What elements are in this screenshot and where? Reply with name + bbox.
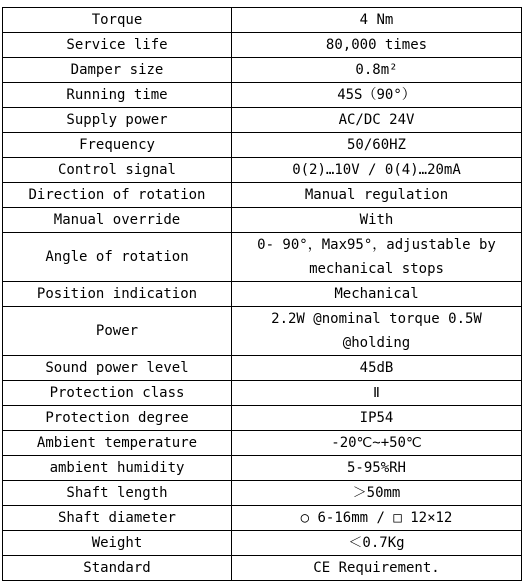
spec-label: Power <box>3 307 232 356</box>
spec-label: Damper size <box>3 58 232 83</box>
spec-value: CE Requirement. <box>232 556 522 581</box>
spec-value: 80,000 times <box>232 33 522 58</box>
spec-label: Sound power level <box>3 356 232 381</box>
specification-table <box>2 7 522 581</box>
spec-label: Service life <box>3 33 232 58</box>
spec-label: Ambient temperature <box>3 431 232 456</box>
table-row <box>3 531 522 556</box>
spec-value: 0- 90°，Max95°，adjustable by mechanical stops <box>232 233 522 282</box>
spec-value: Mechanical <box>232 282 522 307</box>
spec-label: ambient humidity <box>3 456 232 481</box>
spec-value: ○ 6-16mm / □ 12×12 <box>232 506 522 531</box>
spec-label: Supply power <box>3 108 232 133</box>
table-row <box>3 307 522 356</box>
spec-value: IP54 <box>232 406 522 431</box>
spec-label: Protection degree <box>3 406 232 431</box>
table-row <box>3 108 522 133</box>
table-row <box>3 556 522 581</box>
spec-label: Standard <box>3 556 232 581</box>
spec-value: 45dB <box>232 356 522 381</box>
spec-label: Running time <box>3 83 232 108</box>
spec-label: Shaft length <box>3 481 232 506</box>
table-row <box>3 356 522 381</box>
spec-value: 45S（90°） <box>232 83 522 108</box>
table-row <box>3 83 522 108</box>
spec-label: Shaft diameter <box>3 506 232 531</box>
spec-label: Control signal <box>3 158 232 183</box>
table-row <box>3 282 522 307</box>
spec-label: Protection class <box>3 381 232 406</box>
spec-value: ＜0.7Kg <box>232 531 522 556</box>
spec-label: Position indication <box>3 282 232 307</box>
spec-value: 0(2)…10V / 0(4)…20mA <box>232 158 522 183</box>
spec-value: ＞50mm <box>232 481 522 506</box>
table-row <box>3 58 522 83</box>
table-row <box>3 233 522 282</box>
table-row <box>3 33 522 58</box>
spec-label: Weight <box>3 531 232 556</box>
table-row <box>3 183 522 208</box>
table-row <box>3 133 522 158</box>
spec-value: 4 Nm <box>232 8 522 33</box>
spec-value: 2.2W @nominal torque 0.5W @holding <box>232 307 522 356</box>
spec-label: Manual override <box>3 208 232 233</box>
table-row <box>3 381 522 406</box>
table-row <box>3 158 522 183</box>
spec-value: With <box>232 208 522 233</box>
table-row <box>3 506 522 531</box>
spec-label: Direction of rotation <box>3 183 232 208</box>
table-row <box>3 208 522 233</box>
spec-value: 50/60HZ <box>232 133 522 158</box>
spec-value: -20℃~+50℃ <box>232 431 522 456</box>
table-row <box>3 8 522 33</box>
spec-value: 0.8m² <box>232 58 522 83</box>
spec-value: Manual regulation <box>232 183 522 208</box>
spec-value: 5-95%RH <box>232 456 522 481</box>
spec-label: Angle of rotation <box>3 233 232 282</box>
table-row <box>3 481 522 506</box>
spec-value: Ⅱ <box>232 381 522 406</box>
table-row <box>3 456 522 481</box>
spec-label: Frequency <box>3 133 232 158</box>
table-row <box>3 406 522 431</box>
table-row <box>3 431 522 456</box>
spec-label: Torque <box>3 8 232 33</box>
spec-value: AC/DC 24V <box>232 108 522 133</box>
